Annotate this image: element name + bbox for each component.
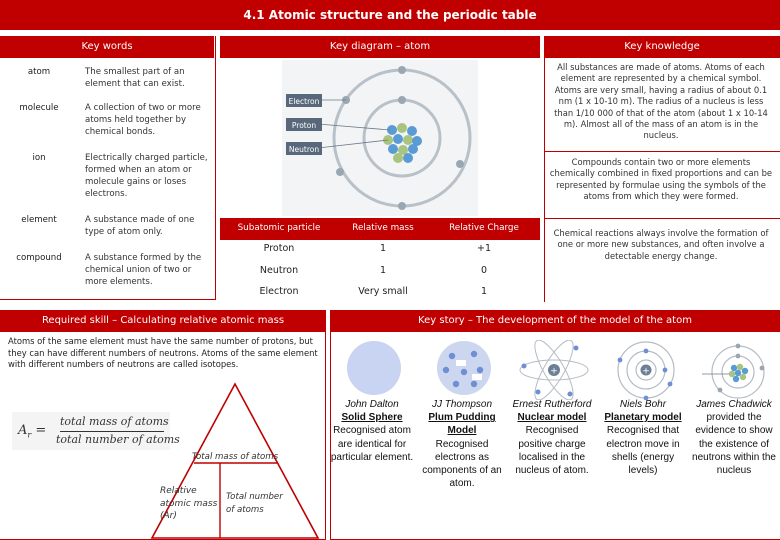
chadwick-model-image xyxy=(698,340,774,400)
electron-dot xyxy=(336,168,344,176)
required-skill-text: Atoms of the same element must have the same number of protons, but they can have different numbers of neutrons. Atoms of the same element with different numbers of neutrons are called isotopes. xyxy=(8,336,318,369)
triangle-left-label: Relative atomic mass (Ar) xyxy=(160,486,218,521)
story-bohr xyxy=(600,398,686,477)
scientist-name: Ernest Rutherford xyxy=(512,399,592,410)
story-thompson xyxy=(419,398,505,490)
atom-diagram xyxy=(282,60,478,216)
table-header-particle: Subatomic particle xyxy=(237,223,321,233)
svg-text:+: + xyxy=(550,366,558,377)
key-diagram-header: Key diagram – atom xyxy=(220,36,540,58)
key-words-header: Key words xyxy=(0,36,214,58)
knowledge-paragraph: Compounds contain two or more elements chemically combined in fixed proportions and can be represented by formulae using the symbols of the atoms from which they were formed. xyxy=(549,157,773,202)
table-cell: 0 xyxy=(480,265,488,276)
formula-fraction-bar xyxy=(60,431,164,432)
bohr-model-image xyxy=(608,340,684,400)
formula-denominator: total number of atoms xyxy=(56,433,180,446)
model-name: Nuclear model xyxy=(517,412,587,424)
story-rutherford xyxy=(509,398,595,477)
model-description: Recognised positive charge localised in the nucleus of atom. xyxy=(515,425,589,477)
model-name: Planetary model xyxy=(604,412,682,424)
thompson-model-image xyxy=(428,340,500,396)
key-knowledge-header: Key knowledge xyxy=(544,36,780,58)
ram-formula xyxy=(12,412,180,450)
story-chadwick xyxy=(691,398,777,477)
model-description: provided the evidence to show the existence of neutrons within the nucleus xyxy=(692,412,776,477)
knowledge-paragraph: Chemical reactions always involve the formation of one or more new substances, and often involve a detectable energy change. xyxy=(553,228,769,261)
table-cell: +1 xyxy=(476,243,491,254)
keyword-definition: A substance made of one type of atom only. xyxy=(85,215,195,237)
scientist-name: James Chadwick xyxy=(696,399,772,410)
keyword-term: element xyxy=(21,215,57,225)
keyword-definition: The smallest part of an element that can exist. xyxy=(85,67,185,89)
story-dalton xyxy=(329,398,415,464)
solid-sphere xyxy=(347,341,401,395)
triangle-right-label: Total number of atoms xyxy=(226,492,283,515)
table-cell: Very small xyxy=(358,286,408,297)
model-name: Solid Sphere xyxy=(341,412,403,424)
table-cell: Proton xyxy=(263,243,295,254)
keyword-definition: A collection of two or more atoms held together by chemical bonds. xyxy=(85,103,201,137)
keyword-term: atom xyxy=(27,67,51,77)
keyword-term: ion xyxy=(32,153,46,163)
table-cell: Neutron xyxy=(259,265,299,276)
knowledge-divider xyxy=(544,218,780,219)
keyword-term: compound xyxy=(16,253,62,263)
table-cell: Electron xyxy=(259,286,299,297)
keyword-term: molecule xyxy=(19,103,59,113)
page-title: 4.1 Atomic structure and the periodic table xyxy=(0,0,780,30)
electron-label: Electron xyxy=(288,97,320,106)
diagram-background xyxy=(282,60,478,216)
table-cell: 1 xyxy=(379,243,387,254)
proton-label: Proton xyxy=(291,121,317,130)
table-header-charge: Relative Charge xyxy=(449,223,519,233)
scientist-name: JJ Thompson xyxy=(431,399,493,410)
required-skill-header: Required skill – Calculating relative atomic mass xyxy=(0,310,326,332)
key-story-header: Key story – The development of the model of the atom xyxy=(330,310,780,332)
knowledge-divider xyxy=(544,151,780,152)
electron-dot xyxy=(398,202,406,210)
model-description: Recognised electrons as components of an atom. xyxy=(422,438,502,490)
keyword-definition: A substance formed by the chemical union of two or more elements. xyxy=(85,253,202,287)
scientist-name: Niels Bohr xyxy=(619,399,667,410)
model-description: Recognised atom are identical for particular element. xyxy=(330,425,414,463)
electron-dot xyxy=(398,96,406,104)
electron-dot xyxy=(456,160,464,168)
subatomic-table xyxy=(220,218,540,302)
table-header-mass: Relative mass xyxy=(352,223,414,233)
table-cell: 1 xyxy=(480,286,488,297)
svg-text:+: + xyxy=(642,366,650,377)
model-name: Plum Pudding Model xyxy=(428,412,496,437)
knowledge-paragraph: All substances are made of atoms. Atoms of each element are represented by a chemical symbol. Atoms are very small, having a radius of about 0.1 nm (1 x 10-10 m). The radius of a nucleus is less than 1/10 000 of that of the atom (about 1 x 10-14 m). Almost all of the mass of an atom is in the nucleus. xyxy=(554,62,768,141)
electron-dot xyxy=(398,66,406,74)
chadwick-nucleus xyxy=(729,364,748,382)
dalton-model-image xyxy=(338,340,410,396)
scientist-name: John Dalton xyxy=(345,399,399,410)
model-description: Recognised that electron move in shells (energy levels) xyxy=(606,425,680,477)
triangle-top-label: Total mass of atoms xyxy=(191,452,279,462)
neutron-label: Neutron xyxy=(288,145,320,154)
formula-lhs: $A_r$ = xyxy=(18,423,47,440)
formula-numerator: total mass of atoms xyxy=(60,415,169,428)
table-cell: 1 xyxy=(379,265,387,276)
rutherford-model-image xyxy=(516,340,592,400)
keyword-definition: Electrically charged particle, formed when an atom or molecule gains or loses electrons. xyxy=(85,153,208,199)
